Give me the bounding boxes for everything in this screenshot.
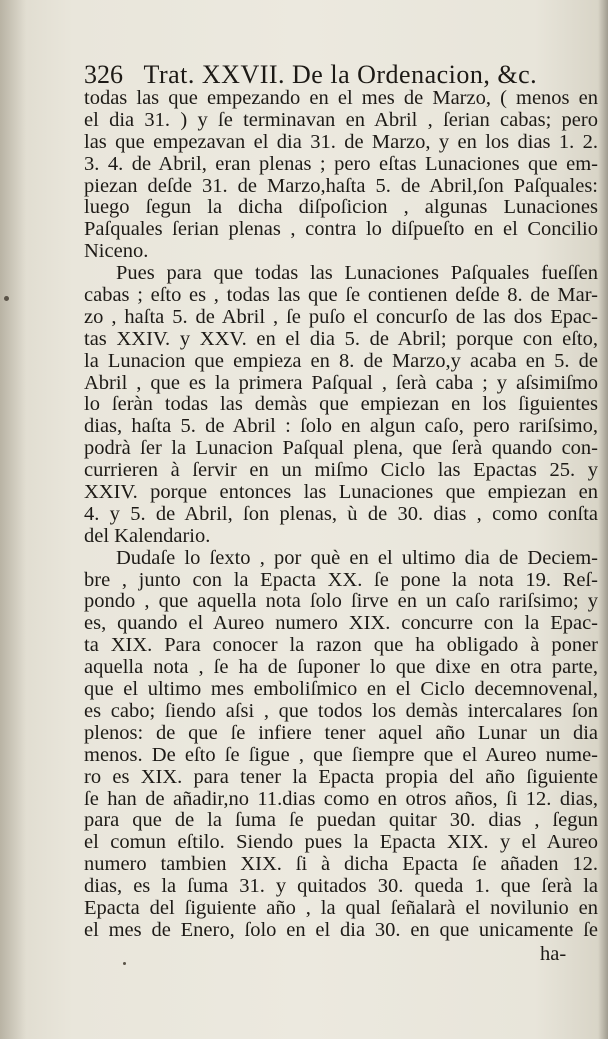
text-line: dias, haſta 5. de Abril : ſolo en algun caſo, pero rariſsimo, — [84, 415, 598, 438]
foxing-spot — [4, 296, 9, 301]
text-line: el comun eſtilo. Siendo pues la Epacta XIX. y el Aureo — [84, 831, 598, 854]
text-line: tas XXIV. y XXV. en el dia 5. de Abril; porque con eſto, — [84, 327, 598, 350]
text-line: las que empezavan el dia 31. de Marzo, y en los dias 1. 2. — [84, 130, 598, 153]
text-line: para que de la ſuma ſe puedan quitar 30. dias , ſegun — [84, 809, 598, 832]
body-text — [84, 88, 598, 942]
page-edge-shadow — [598, 0, 608, 1039]
text-line: bre , junto con la Epacta XX. ſe pone la nota 19. Reſ- — [84, 568, 598, 591]
gutter-shadow — [0, 0, 26, 1039]
text-line: Epacta del ſiguiente año , la qual ſeñalarà el novilunio en — [84, 896, 598, 919]
foxing-spot — [123, 962, 126, 965]
text-line: aquella nota , ſe ha de ſuponer lo que dixe en otra parte, — [84, 656, 598, 679]
text-line: numero tambien XIX. ſi à dicha Epacta ſe añaden 12. — [84, 853, 598, 876]
text-line: el dia 31. ) y ſe terminavan en Abril , ſerian cabas; pero — [84, 108, 598, 131]
text-line: luego ſegun la dicha diſpoſicion , algunas Lunaciones — [84, 196, 598, 219]
text-line: piezan deſde 31. de Marzo,haſta 5. de Abril,ſon Paſquales: — [84, 174, 598, 197]
text-line: todas las que empezando en el mes de Marzo, ( menos en — [84, 87, 598, 109]
text-line: ta XIX. Para conocer la razon que ha obligado à poner — [84, 634, 598, 657]
text-line: currieren à ſervir en un miſmo Ciclo las Epactas 25. y — [84, 459, 598, 482]
text-line: que el ultimo mes emboliſmico en el Ciclo decemnovenal, — [84, 678, 598, 701]
text-line: XXIV. porque entonces las Lunaciones que empiezan en — [84, 481, 598, 504]
text-line: lo ſeràn todas las demàs que empiezan en los ſiguientes — [84, 393, 598, 416]
text-line: 4. y 5. de Abril, ſon plenas, ù de 30. dias , como conſta — [84, 502, 598, 525]
text-line: Niceno. — [84, 240, 149, 263]
text-line: pondo , que aquella nota ſolo ſirve en un caſo rariſsimo; y — [84, 590, 598, 613]
catchword: ha- — [540, 943, 567, 965]
text-line: es, quando el Aureo numero XIX. concurre con la Epac- — [84, 612, 598, 635]
text-line: ro es XIX. para tener la Epacta propia del año ſiguiente — [84, 765, 598, 788]
text-line: la Lunacion que empieza en 8. de Marzo,y acaba en 5. de — [84, 349, 598, 372]
text-line: podrà ſer la Lunacion Paſqual plena, que ſerà quando con- — [84, 437, 598, 460]
text-line: Pues para que todas las Lunaciones Paſquales fueſſen — [116, 262, 598, 285]
text-line: menos. De eſto ſe ſigue , que ſiempre que el Aureo nume- — [84, 743, 598, 766]
text-line: 3. 4. de Abril, eran plenas ; pero eſtas Lunaciones que em- — [84, 152, 598, 175]
text-line: cabas ; eſto es , todas las que ſe contienen deſde 8. de Mar- — [84, 284, 598, 307]
text-line: plenos: de que ſe infiere tener aquel año Lunar un dia — [84, 721, 598, 744]
running-title: Trat. XXVII. De la Ordenacion, &c. — [143, 60, 538, 89]
text-line: es cabo; ſiendo aſsi , que todos los demàs intercalares ſon — [84, 699, 598, 722]
text-line: zo , haſta 5. de Abril , ſe puſo el concurſo de las dos Epac- — [84, 305, 598, 328]
text-line: ſe han de añadir,no 11.dias como en otros años, ſi 12. dias, — [84, 787, 598, 810]
text-line: el mes de Enero, ſolo en el dia 30. en que unicamente ſe — [84, 918, 598, 941]
text-line: Dudaſe lo ſexto , por què en el ultimo dia de Deciem- — [116, 546, 598, 569]
page-number: 326 — [84, 60, 123, 89]
text-line: del Kalendario. — [84, 524, 211, 547]
text-line: Paſquales ſerian plenas , contra lo diſpueſto en el Concilio — [84, 218, 598, 241]
text-line: Abril , que es la primera Paſqual , ſerà caba ; y aſsimiſmo — [84, 371, 598, 394]
text-line: dias, es la ſuma 31. y quitados 30. queda 1. que ſerà la — [84, 875, 598, 898]
